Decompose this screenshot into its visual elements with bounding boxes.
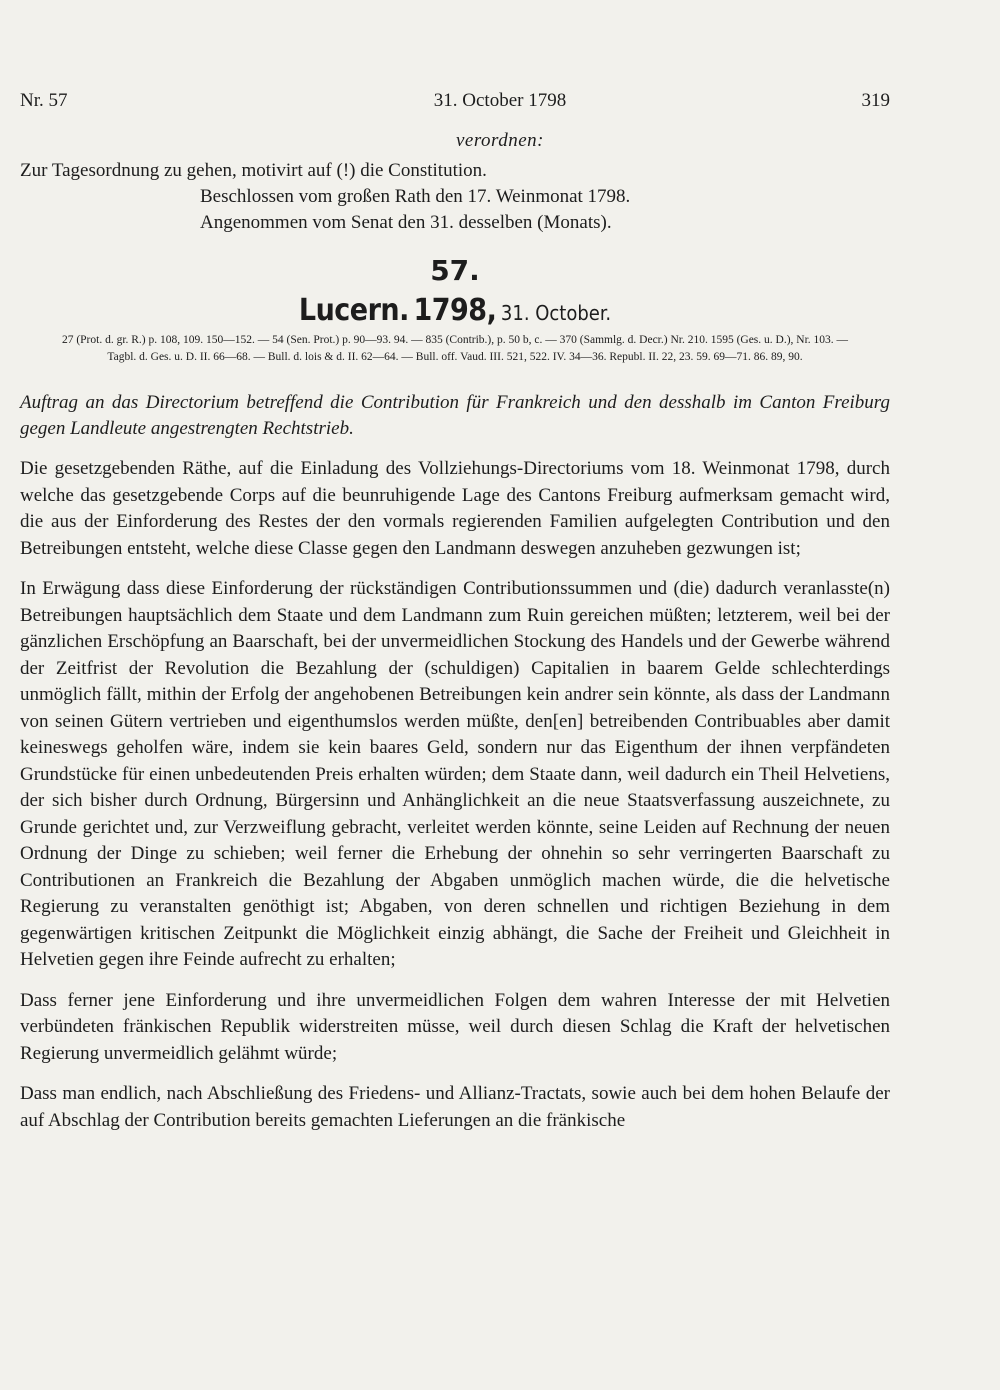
- document-number: 57.: [430, 254, 480, 287]
- source-references: 27 (Prot. d. gr. R.) p. 108, 109. 150—152. — 54 (Sen. Prot.) p. 90—93. 94. — 835 (Contrib.), p. 50 b, c. — 370 (Sammlg. d. Decr.) Nr. 210. 1595 (Ges. u. D.), Nr. 103. — Tagbl. d. Ges. u. D. II. 66—68. — Bull. d. lois & d. II. 62—64. — Bull. off. Vaud. III. 521, 522. IV. 34—36. Republ. II. 22, 23. 59. 69—71. 86. 89, 90.: [61, 334, 849, 363]
- decree-decision: Zur Tagesordnung zu gehen, motivirt auf (!) die Constitution.: [20, 160, 487, 181]
- document-place: Lucern.: [298, 293, 409, 328]
- body-paragraph-3: Dass ferner jene Einforderung und ihre unvermeidlichen Folgen dem wahren Interesse der mit Helvetien verbündeten fränkischen Republik widerstreiten müsse, weil durch diesen Schlag die Kraft der helvetischen Regierung unvermeidlich gelähmt würde;: [20, 989, 890, 1064]
- document-place-date: [20, 293, 890, 328]
- decree-resolved: Beschlossen vom großen Rath den 17. Weinmonat 1798.: [200, 186, 631, 207]
- body-paragraph-2: In Erwägung dass diese Einforderung der rückständigen Contributionssummen und (die) dadurch veranlasste(n) Betreibungen hauptsächlich dem Staate und dem Landmann zum Ruin gereichen müßten; letzterem, weil bei der gänzlichen Erschöpfung an Baarschaft, bei der unvermeidlichen Stockung des Handels und der Gewerbe während der Zeitfrist der Revolution die Bezahlung der (schuldigen) Capitalien in baarem Gelde schlechterdings unmöglich fällt, mithin der Erfolg der angehobenen Betreibungen kein andrer sein könnte, als dass der Landmann von seinen Gütern vertrieben und eigenthumslos werden müßte, den[en] betreibenden Contribuables aber damit keineswegs geholfen wäre, indem sie kein baares Geld, sondern nur das Eigenthum der ihnen verpfändeten Grundstücke für einen unbedeutenden Preis erhalten würden; dem Staate dann, weil dadurch ein Theil Helvetiens, der sich bisher durch Ordnung, Bürgersinn und Anhänglichkeit an die neue Staatsverfassung auszeichnete, zu Grunde gerichtet und, zur Verzweiflung gebracht, verleitet werden könnte, seine Leiden auf Rechnung der neuen Ordnung der Dinge zu schieben; weil ferner die Erhebung der ohnehin so sehr verringerten Baarschaft zu Contributionen an Frankreich die Bezahlung der Abgaben unmöglich machen würde, die die helvetische Regierung zu veranstalten genöthigt ist; Abgaben, von deren schnellen und richtigen Beziehung in dem gegenwärtigen kritischen Zeitpunkt die Möglichkeit einzig abhängt, die Sache der Freiheit und Gleichheit in Helvetien gegen ihre Feinde aufrecht zu erhalten;: [20, 578, 890, 970]
- header-date: 31. October 1798: [433, 90, 567, 111]
- header-document-number: Nr. 57: [20, 90, 68, 111]
- page-header: [0, 90, 1000, 116]
- document-summary: Auftrag an das Directorium betreffend die Contribution für Frankreich und den desshalb im Canton Freiburg gegen Landleute angestrengten Rechtstrieb.: [20, 392, 890, 439]
- body-paragraph-1: Die gesetzgebenden Räthe, auf die Einladung des Vollziehungs-Directoriums vom 18. Weinmonat 1798, durch welche das gesetzgebende Corps auf die beunruhigende Lage des Cantons Freiburg aufmerksam gemacht wird, die aus der Einforderung des Restes der den vormals regierenden Familien aufgelegten Contribution und den Betreibungen entsteht, welche diese Classe gegen den Landmann deswegen anzuheben gezwungen ist;: [20, 458, 890, 559]
- verordnen-heading: verordnen:: [455, 130, 544, 151]
- body-paragraph-4: Dass man endlich, nach Abschließung des Friedens- und Allianz-Tractats, sowie auch bei dem hohen Belaufe der auf Abschlag der Contribution bereits gemachten Lieferungen an die fränkische: [20, 1083, 890, 1131]
- page-content: [20, 130, 890, 1134]
- document-year: 1798,: [413, 293, 497, 328]
- decree-accepted: Angenommen vom Senat den 31. desselben (Monats).: [200, 212, 612, 233]
- document-date: 31. October.: [500, 301, 612, 325]
- header-page-number: 319: [861, 90, 890, 111]
